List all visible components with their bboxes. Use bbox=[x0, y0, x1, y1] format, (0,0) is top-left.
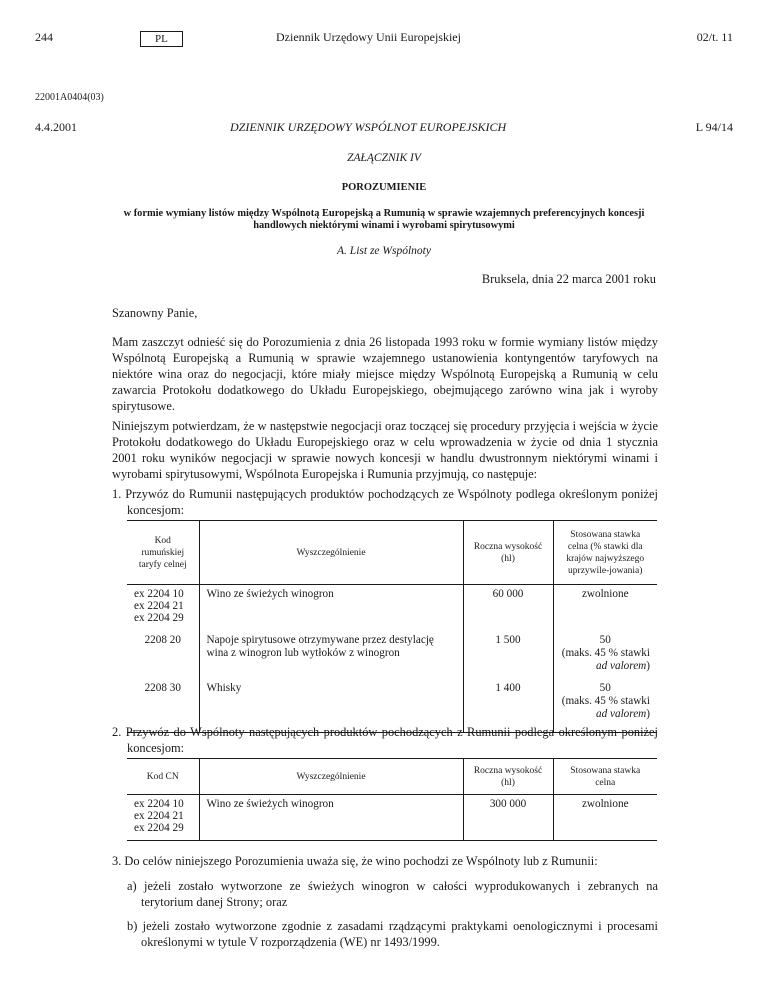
table-row bbox=[127, 795, 657, 841]
rate-basis-text: ad valorem bbox=[596, 659, 647, 672]
cell-quantity: 1 500 bbox=[463, 631, 553, 679]
col-header-quantity: Roczna wysokość (hl) bbox=[463, 521, 553, 585]
item-3a: a) jeżeli zostało wytworzone ze świeżych winogron w całości wyprodukowanych i zebranych na terytorium danej Strony; oraz bbox=[127, 879, 658, 909]
publication-date: 4.4.2001 bbox=[35, 120, 77, 134]
cell-code: ex 2204 10 ex 2204 21 ex 2204 29 bbox=[134, 588, 184, 624]
agreement-subtitle-line1: w formie wymiany listów między Wspólnotą Europejską a Rumunią w sprawie wzajemnych preferencyjnych koncesji bbox=[123, 208, 645, 219]
cell-code: ex 2204 10 ex 2204 21 ex 2204 29 bbox=[127, 795, 199, 841]
cell-code: 2208 20 bbox=[144, 633, 181, 646]
oj-reference: L 94/14 bbox=[695, 120, 733, 134]
table-row bbox=[127, 631, 657, 679]
col-header-description: Wyszczególnienie bbox=[199, 759, 463, 795]
cell-description: Wino ze świeżych winogron bbox=[199, 795, 463, 841]
cell-quantity: 1 400 bbox=[463, 679, 553, 733]
cell-rate: zwolnione bbox=[553, 795, 657, 841]
agreement-subtitle-line2: handlowych niektórymi winami i wyrobami spirytusowymi bbox=[253, 220, 515, 231]
salutation: Szanowny Panie, bbox=[112, 306, 198, 320]
rate-max-text: (maks. 45 % stawki bbox=[561, 646, 650, 659]
rate-max bbox=[561, 647, 651, 660]
place-date: Bruksela, dnia 22 marca 2001 roku bbox=[481, 272, 656, 286]
item-2: 2. Przywóz do Wspólnoty następujących produktów pochodzących z Rumunii podlega określonym poniżej koncesjom: bbox=[112, 725, 658, 755]
ojec-title: DZIENNIK URZĘDOWY WSPÓLNOT EUROPEJSKICH bbox=[230, 120, 507, 134]
cell-code: 2208 30 bbox=[127, 679, 199, 733]
rate-basis: ad valorem) bbox=[596, 707, 650, 720]
item-1: 1. Przywóz do Rumunii następujących produktów pochodzących ze Wspólnoty podlega określonym poniżej koncesjom: bbox=[112, 487, 658, 517]
page-number: 244 bbox=[35, 30, 53, 44]
agreement-title: POROZUMIENIE bbox=[341, 182, 427, 193]
annex-title: ZAŁĄCZNIK IV bbox=[347, 152, 421, 164]
item-3: 3. Do celów niniejszego Porozumienia uważa się, że wino pochodzi ze Wspólnoty lub z Rumunii: bbox=[112, 854, 598, 868]
section-a-heading: A. List ze Wspólnoty bbox=[337, 245, 431, 257]
col-header-description: Wyszczególnienie bbox=[199, 521, 463, 585]
cell-description: Wino ze świeżych winogron bbox=[199, 585, 463, 631]
table-row bbox=[127, 585, 657, 631]
col-header-code: Kod rumuńskiej taryfy celnej bbox=[127, 521, 199, 585]
col-header-code: Kod CN bbox=[127, 759, 199, 795]
rate-value: 50 bbox=[599, 681, 611, 694]
cell-quantity: 60 000 bbox=[463, 585, 553, 631]
cell-rate: zwolnione bbox=[553, 585, 657, 631]
journal-title: Dziennik Urzędowy Unii Europejskiej bbox=[276, 30, 461, 44]
rate-value: 50 bbox=[599, 633, 611, 646]
paragraph-1: Mam zaszczyt odnieść się do Porozumienia z dnia 26 listopada 1993 roku w formie wymiany listów między Wspólnotą Europejską a Rumunią w sprawie wzajemnego ustanowienia kontyngentów taryfowych na niektóre wina oraz do negocjacji, które miały miejsce między Wspólnotą Europejską a Rumunią w celu zawarcia Protokołu dodatkowego do Układu Europejskiego, obejmującego zarówno wina jak i wyroby spirytusowe. bbox=[112, 335, 658, 413]
rate-max-text: (maks. 45 % stawki bbox=[561, 694, 650, 707]
cell-description: Whisky bbox=[199, 679, 463, 733]
rate-basis-text: ad valorem bbox=[596, 707, 647, 720]
rate-basis: ad valorem) bbox=[596, 659, 650, 672]
cell-quantity: 300 000 bbox=[463, 795, 553, 841]
rate-max bbox=[561, 695, 651, 708]
language-code: PL bbox=[140, 31, 183, 47]
volume-number: 02/t. 11 bbox=[696, 30, 733, 44]
col-header-rate: Stosowana stawka celna bbox=[553, 759, 657, 795]
cell-description: Napoje spirytusowe otrzymywane przez destylację wina z winogron lub wytłoków z winogron bbox=[199, 631, 463, 679]
table-community-imports bbox=[127, 758, 657, 841]
document-code: 22001A0404(03) bbox=[35, 92, 104, 103]
cell-rate bbox=[553, 631, 657, 679]
item-3b: b) jeżeli zostało wytworzone zgodnie z zasadami rządzącymi praktykami oenologicznymi i procesami określonymi w tytule V rozporządzenia (WE) nr 1493/1999. bbox=[127, 919, 658, 949]
col-header-quantity: Roczna wysokość (hl) bbox=[463, 759, 553, 795]
col-header-rate: Stosowana stawka celna (% stawki dla krajów najwyższego uprzywile-jowania) bbox=[553, 521, 657, 585]
paragraph-2: Niniejszym potwierdzam, że w następstwie negocjacji oraz toczącej się procedury przyjęcia i wejścia w życie Protokołu dodatkowego do Układu Europejskiego oraz w celu wprowadzenia w życie od dnia 1 stycznia 2001 roku wyników negocjacji w sprawie nowych koncesji w handlu dwustronnym niektórymi winami i wyrobami spirytusowymi, Wspólnota Europejska i Rumunia przyjmują, co następuje: bbox=[112, 419, 658, 481]
table-romania-imports bbox=[127, 520, 657, 733]
